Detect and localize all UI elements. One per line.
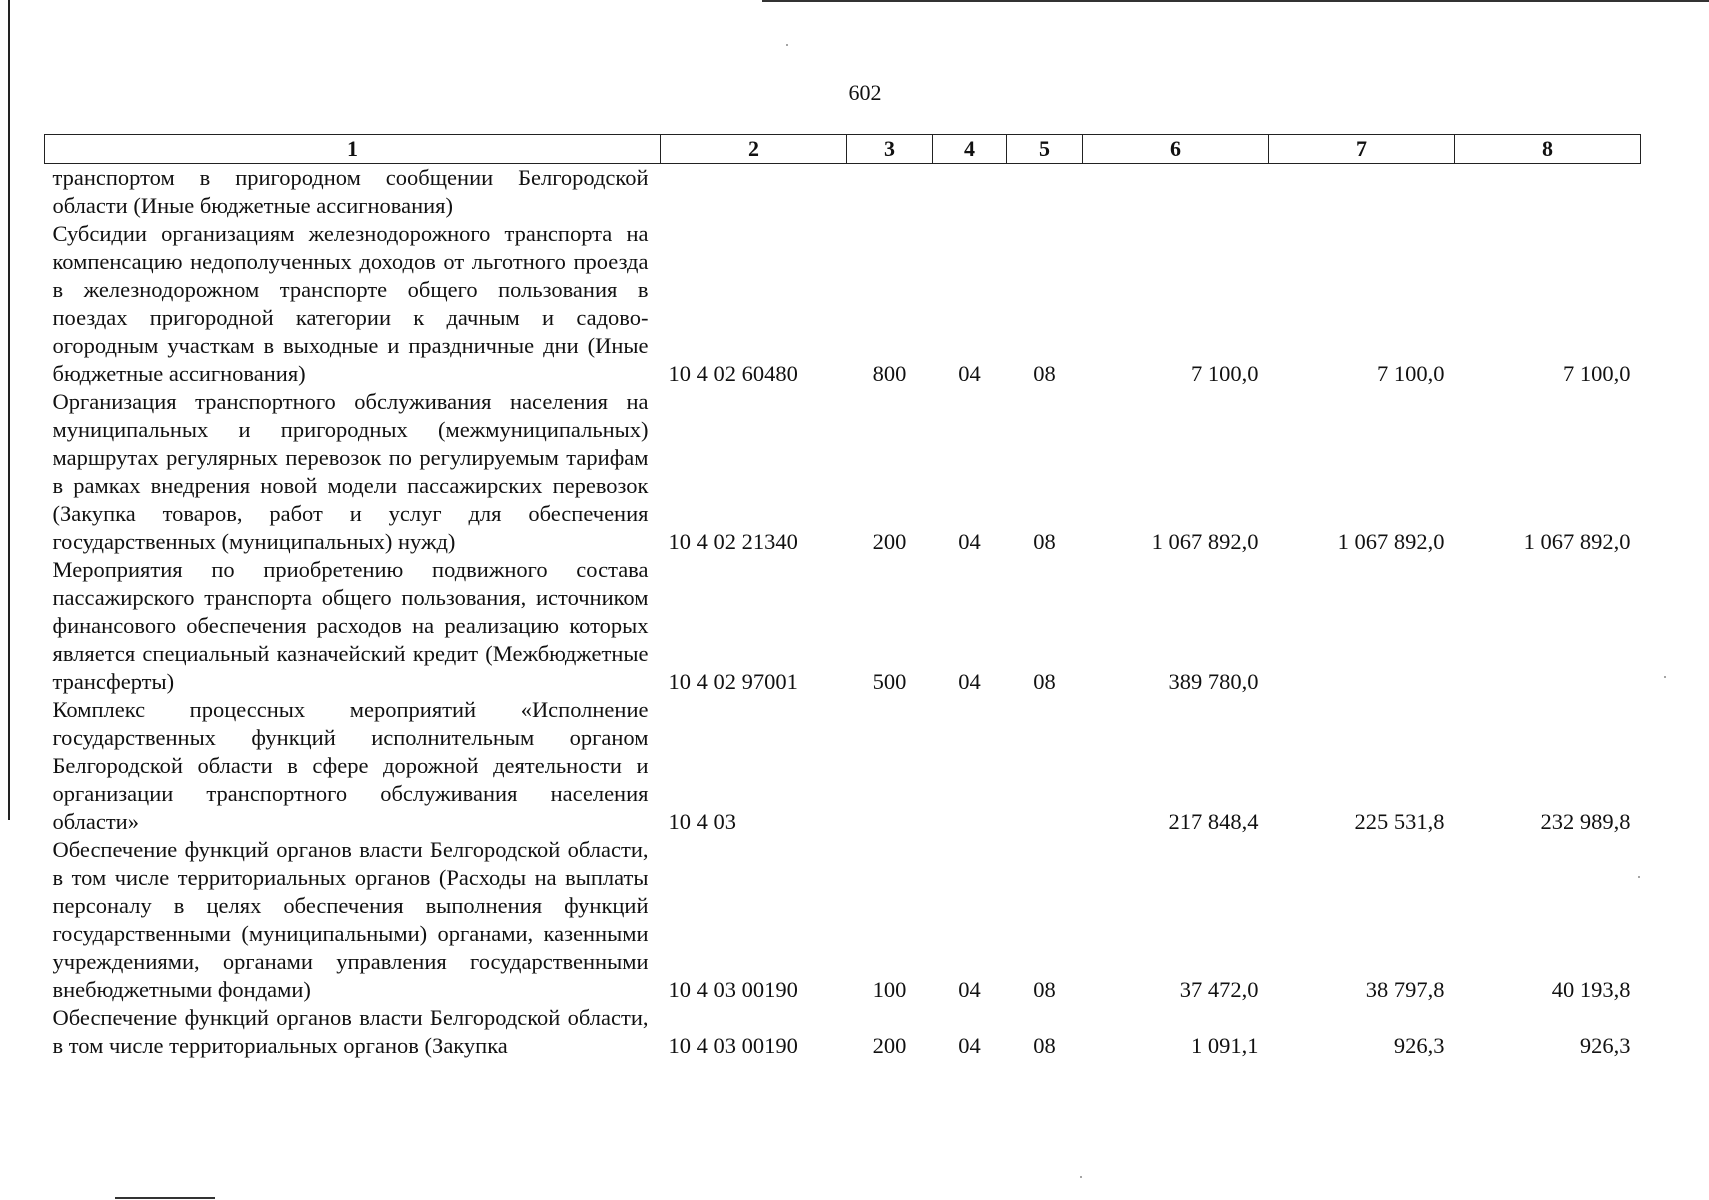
row-target-code: 10 4 03 00190 <box>668 1033 798 1058</box>
row-target-code: 10 4 03 00190 <box>668 977 798 1002</box>
row-section: 04 <box>958 669 981 694</box>
row-expense-type <box>847 696 933 836</box>
row-section: 04 <box>958 361 981 386</box>
table-row <box>45 388 1641 556</box>
budget-table-container <box>44 134 1640 1060</box>
row-amount-col8 <box>1455 556 1641 696</box>
header-row <box>45 135 1641 164</box>
column-header-4: 4 <box>933 135 1007 164</box>
table-row <box>45 696 1641 836</box>
table-row <box>45 220 1641 388</box>
row-expense-type <box>847 164 933 221</box>
table-row <box>45 1004 1641 1060</box>
scan-speck <box>1638 876 1640 878</box>
row-section: 04 <box>958 977 981 1002</box>
row-section <box>933 164 1007 221</box>
row-amount-col7: 225 531,8 <box>1354 809 1445 834</box>
row-target-code <box>661 164 847 221</box>
row-amount-col7 <box>1269 164 1455 221</box>
row-amount-col8: 232 989,8 <box>1540 809 1631 834</box>
row-section: 04 <box>958 1033 981 1058</box>
table-header <box>45 135 1641 164</box>
row-amount-col6: 389 780,0 <box>1168 669 1259 694</box>
row-subsection <box>1007 164 1083 221</box>
row-description: Обеспечение функций органов власти Белгородской области, в том числе территориальных органов (Расходы на выплаты персоналу в целях обеспечения выполнения функций государственными (муниципальными) органами, казенными учреждениями, органами управления государственными внебюджетными фондами) <box>52 837 649 1002</box>
row-amount-col6: 217 848,4 <box>1168 809 1259 834</box>
row-amount-col7 <box>1269 556 1455 696</box>
row-amount-col7: 1 067 892,0 <box>1337 529 1445 554</box>
row-amount-col8: 40 193,8 <box>1551 977 1631 1002</box>
row-target-code: 10 4 02 60480 <box>668 361 798 386</box>
row-target-code: 10 4 02 97001 <box>668 669 798 694</box>
row-amount-col7: 38 797,8 <box>1365 977 1445 1002</box>
row-subsection: 08 <box>1033 529 1056 554</box>
scan-speck <box>1080 1176 1082 1178</box>
row-expense-type: 800 <box>872 361 907 386</box>
scan-edge-left <box>8 0 10 820</box>
row-amount-col6 <box>1083 164 1269 221</box>
row-amount-col8: 1 067 892,0 <box>1523 529 1631 554</box>
table-row <box>45 164 1641 221</box>
column-header-1: 1 <box>45 135 661 164</box>
row-amount-col8: 926,3 <box>1579 1033 1631 1058</box>
row-amount-col7: 7 100,0 <box>1377 361 1445 386</box>
row-section: 04 <box>958 529 981 554</box>
row-subsection <box>1007 696 1083 836</box>
row-expense-type: 500 <box>872 669 907 694</box>
column-header-3: 3 <box>847 135 933 164</box>
row-subsection: 08 <box>1033 1033 1056 1058</box>
row-amount-col6: 7 100,0 <box>1191 361 1259 386</box>
column-header-2: 2 <box>661 135 847 164</box>
row-amount-col8 <box>1455 164 1641 221</box>
row-subsection: 08 <box>1033 361 1056 386</box>
row-target-code: 10 4 02 21340 <box>668 529 798 554</box>
scan-speck <box>1664 676 1666 678</box>
row-description: Обеспечение функций органов власти Белгородской области, в том числе территориальных органов (Закупка <box>52 1005 649 1058</box>
row-target-code: 10 4 03 <box>668 809 736 834</box>
page-number: 602 <box>848 80 882 105</box>
row-description: Субсидии организациям железнодорожного транспорта на компенсацию недополученных доходов от льготного проезда в железнодорожном транспорте общего пользования в поездах пригородной категории к дачным и садово-огородным участкам в выходные и праздничные дни (Иные бюджетные ассигнования) <box>52 221 649 386</box>
footnote-rule <box>115 1197 215 1199</box>
row-description: транспортом в пригородном сообщении Белгородской области (Иные бюджетные ассигнования) <box>52 165 649 218</box>
row-amount-col6: 1 067 892,0 <box>1151 529 1259 554</box>
scan-speck <box>786 44 788 46</box>
budget-table <box>44 134 1641 1060</box>
row-amount-col6: 1 091,1 <box>1191 1033 1259 1058</box>
row-expense-type: 200 <box>872 1033 907 1058</box>
row-section <box>933 696 1007 836</box>
table-body <box>45 164 1641 1061</box>
row-description: Комплекс процессных мероприятий «Исполнение государственных функций исполнительным органом Белгородской области в сфере дорожной деятельности и организации транспортного обслуживания населения области» <box>52 697 649 834</box>
table-row <box>45 836 1641 1004</box>
row-subsection: 08 <box>1033 669 1056 694</box>
table-row <box>45 556 1641 696</box>
scan-edge-top <box>762 0 1709 2</box>
row-description: Организация транспортного обслуживания населения на муниципальных и пригородных (межмуниципальных) маршрутах регулярных перевозок по регулируемым тарифам в рамках внедрения новой модели пассажирских перевозок (Закупка товаров, работ и услуг для обеспечения государственных (муниципальных) нужд) <box>52 389 649 554</box>
column-header-6: 6 <box>1083 135 1269 164</box>
column-header-7: 7 <box>1269 135 1455 164</box>
row-amount-col8: 7 100,0 <box>1563 361 1631 386</box>
column-header-5: 5 <box>1007 135 1083 164</box>
row-amount-col7: 926,3 <box>1393 1033 1445 1058</box>
column-header-8: 8 <box>1455 135 1641 164</box>
row-expense-type: 200 <box>872 529 907 554</box>
row-description: Мероприятия по приобретению подвижного состава пассажирского транспорта общего пользования, источником финансового обеспечения расходов на реализацию которых является специальный казначейский кредит (Межбюджетные трансферты) <box>52 557 649 694</box>
row-amount-col6: 37 472,0 <box>1179 977 1259 1002</box>
row-subsection: 08 <box>1033 977 1056 1002</box>
row-expense-type: 100 <box>872 977 907 1002</box>
